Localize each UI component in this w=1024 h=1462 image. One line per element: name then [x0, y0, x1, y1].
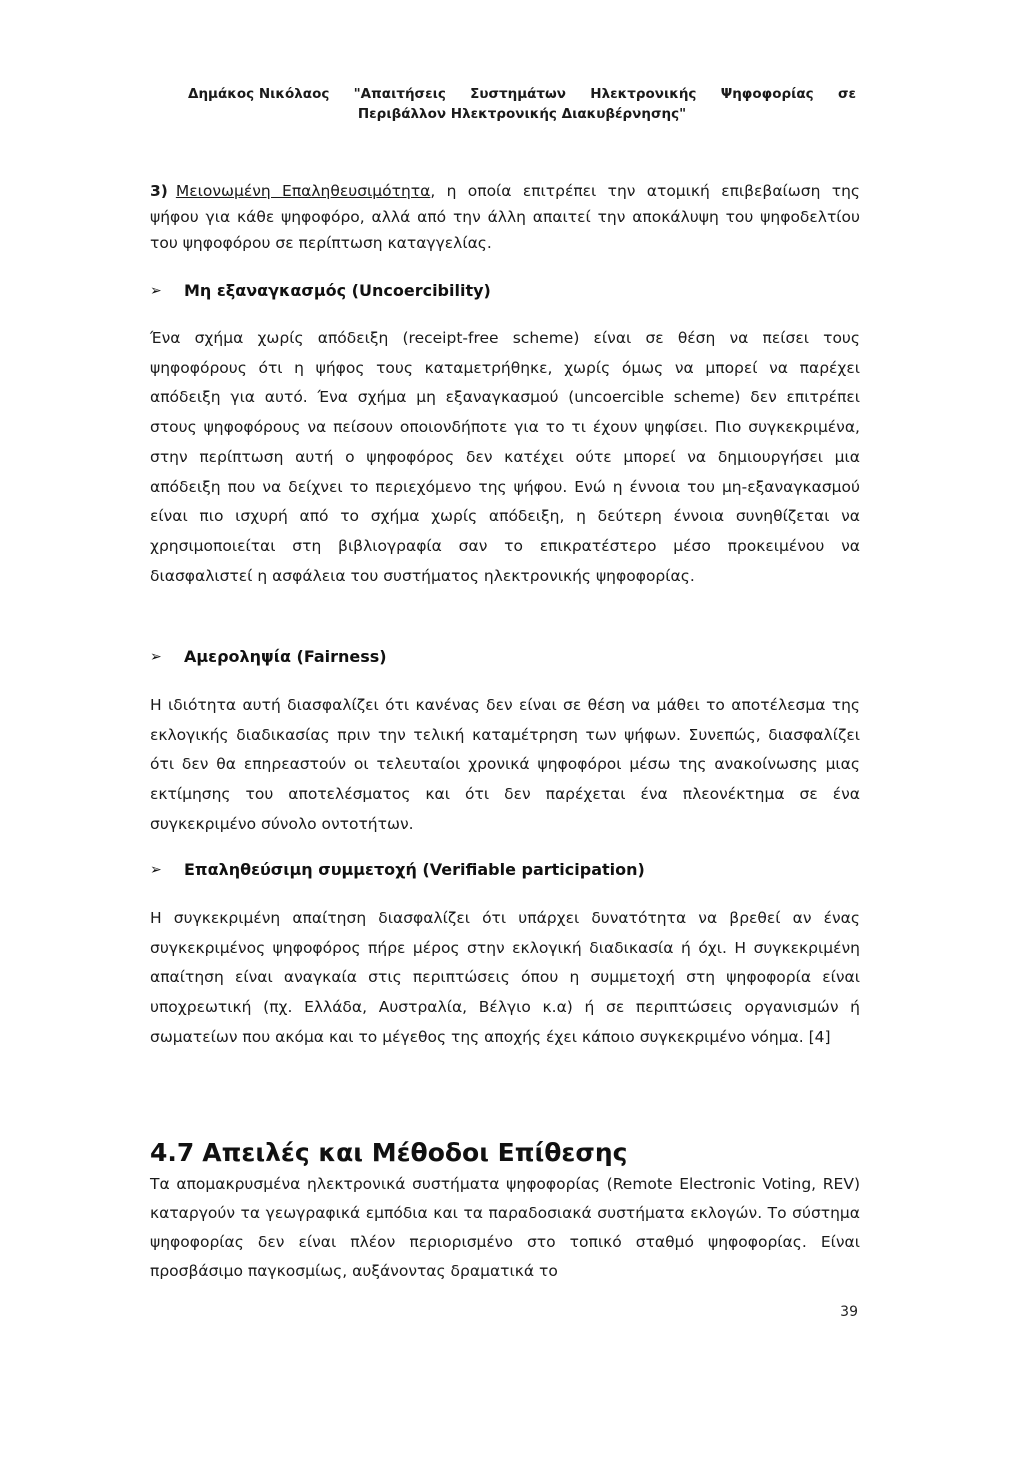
header-title-word: σε [837, 86, 856, 102]
chapter-title: Απειλές και Μέθοδοι Επίθεσης [202, 1138, 628, 1167]
section-paragraph [150, 904, 860, 1053]
paragraph-text: Η συγκεκριμένη απαίτηση διασφαλίζει ότι υπάρχει δυνατότητα να βρεθεί αν ένας συγκεκριμένος ψηφοφόρος πήρε μέρος στην εκλογική διαδικασία ή όχι. Η συγκεκριμένη απαίτηση είναι αναγκαία στις περιπτώσεις όπου η συμμετοχή στη ψηφοφορία είναι υποχρεωτική (πχ. Ελλάδα, Αυστραλία, Βέλγιο κ.α) ή σε περιπτώσεις οργανισμών ή σωματείων που ακόμα και το μέγεθος της αποχής έχει κάποιο συγκεκριμένο νόημα. [4] [150, 909, 860, 1046]
header-title-word: Ηλεκτρονικής [590, 86, 697, 102]
section-heading-text: Αμεροληψία (Fairness) [184, 647, 387, 666]
section-heading [150, 860, 645, 879]
header-title-line2: Περιβάλλον Ηλεκτρονικής Διακυβέρνησης" [357, 106, 687, 122]
section-paragraph [150, 324, 860, 591]
section-heading [150, 647, 387, 666]
paragraph-text: Η ιδιότητα αυτή διασφαλίζει ότι κανένας δεν είναι σε θέση να μάθει το αποτέλεσμα της εκλογικής διαδικασίας πριν την τελική καταμέτρηση των ψήφων. Συνεπώς, διασφαλίζει ότι δεν θα επηρεαστούν οι τελευταίοι χρονικά ψηφοφόροι μέσω της ανακοίνωσης μιας εκτίμησης του αποτελέσματος και ότι δεν παρέχεται ένα πλεονέκτημα σε ένα συγκεκριμένο σύνολο οντοτήτων. [150, 696, 860, 833]
header-author: Δημάκος Νικόλαος [188, 86, 330, 102]
page-number: 39 [840, 1304, 858, 1320]
list-number: 3) [150, 182, 168, 200]
chapter-number: 4.7 [150, 1138, 195, 1167]
header-title-word: Ψηφοφορίας [720, 86, 814, 102]
arrow-bullet-icon: ➢ [150, 648, 162, 665]
running-header [188, 84, 856, 124]
section-heading-text: Μη εξαναγκασμός (Uncoercibility) [184, 281, 491, 300]
paragraph-text: Τα απομακρυσμένα ηλεκτρονικά συστήματα ψηφοφορίας (Remote Electronic Voting, REV) καταργούν τα γεωγραφικά εμπόδια και τα παραδοσιακά συστήματα εκλογών. Το σύστημα ψηφοφορίας δεν είναι πλέον περιορισμένο στο τοπικό σταθμό ψηφοφορίας. Είναι προσβάσιμο παγκοσμίως, αυξάνοντας δραματικά το [150, 1175, 860, 1280]
list-text: , η οποία επιτρέπει την ατομική επιβεβαίωση της ψήφου για κάθε ψηφοφόρο, αλλά από την άλλη απαιτεί την αποκάλυψη του ψηφοδελτίου του ψηφοφόρου σε περίπτωση καταγγελίας. [150, 182, 860, 252]
list-term: Μειονωμένη Επαληθευσιμότητα [175, 182, 431, 200]
chapter-heading [150, 1138, 627, 1167]
chapter-paragraph [150, 1170, 860, 1286]
arrow-bullet-icon: ➢ [150, 861, 162, 878]
section-heading [150, 281, 491, 300]
paragraph-text: Ένα σχήμα χωρίς απόδειξη (receipt-free scheme) είναι σε θέση να πείσει τους ψηφοφόρους ότι η ψήφος τους καταμετρήθηκε, χωρίς όμως να μπορεί να παρέχει απόδειξη για αυτό. Ένα σχήμα μη εξαναγκασμού (uncoercible scheme) δεν επιτρέπει στους ψηφοφόρους να πείσουν οποιονδήποτε για το τι έχουν ψηφίσει. Πιο συγκεκριμένα, στην περίπτωση αυτή ο ψηφοφόρος δεν κατέχει ούτε μπορεί να δημιουργήσει μια απόδειξη που να δείχνει το περιεχόμενο της ψήφου. Ενώ η έννοια του μη-εξαναγκασμού είναι πιο ισχυρή από το σχήμα χωρίς απόδειξη, η δεύτερη έννοια συνηθίζεται να χρησιμοποιείται στη βιβλιογραφία σαν το επικρατέστερο μέσο προκειμένου να διασφαλιστεί η ασφάλεια του συστήματος ηλεκτρονικής ψηφοφορίας. [150, 329, 860, 585]
list-item-3 [150, 178, 860, 256]
header-title-word: "Απαιτήσεις [353, 86, 446, 102]
arrow-bullet-icon: ➢ [150, 282, 162, 299]
section-heading-text: Επαληθεύσιμη συμμετοχή (Verifiable participation) [184, 860, 645, 879]
header-title-word: Συστημάτων [470, 86, 566, 102]
section-paragraph [150, 691, 860, 840]
